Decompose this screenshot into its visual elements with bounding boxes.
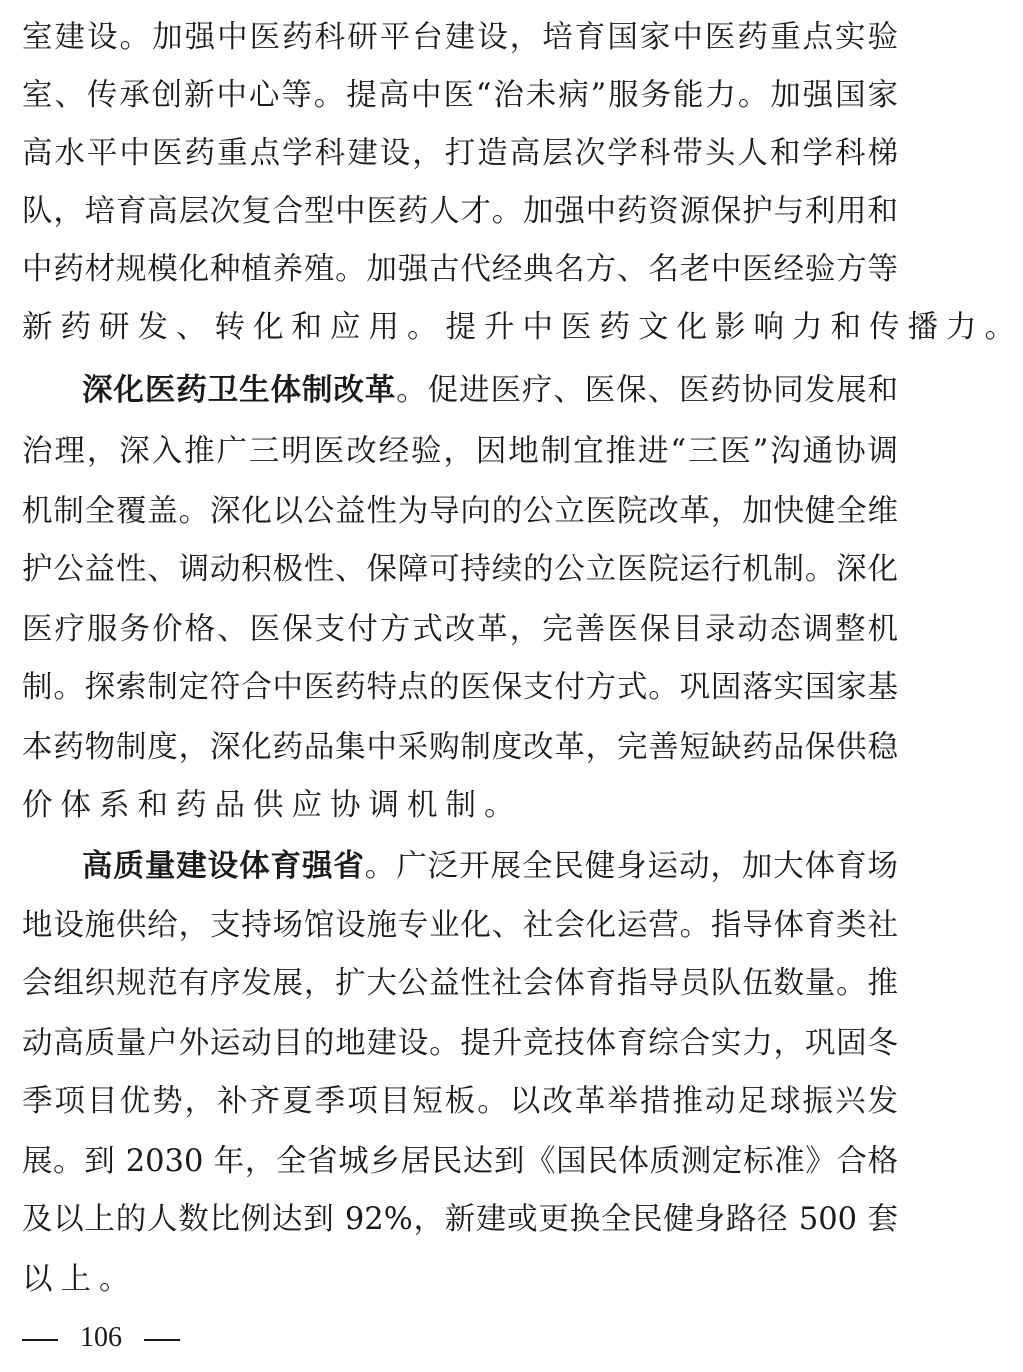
text-line: 室、传承创新中心等。提高中医“治未病”服务能力。加强国家 (22, 78, 898, 113)
footer-dash-left (22, 1339, 58, 1341)
section-heading: 深化医药卫生体制改革 (82, 372, 397, 408)
text-line: 中药材规模化种植养殖。加强古代经典名方、名老中医经验方等 (22, 252, 898, 287)
text-line: 新药研发、转化和应用。提升中医药文化影响力和传播力。 (22, 310, 1023, 345)
text-line: 动高质量户外运动目的地建设。提升竞技体育综合实力，巩固冬 (22, 1026, 898, 1061)
text-line: 护公益性、调动积极性、保障可持续的公立医院运行机制。深化 (22, 552, 898, 587)
text-line: 高水平中医药重点学科建设，打造高层次学科带头人和学科梯 (22, 136, 898, 171)
text-line: 以上。 (22, 1262, 138, 1297)
text-line: 队，培育高层次复合型中医药人才。加强中药资源保护与利用和 (22, 194, 898, 229)
text-line: 地设施供给，支持场馆设施专业化、社会化运营。指导体育类社 (22, 908, 898, 943)
footer-dash-right (144, 1339, 180, 1341)
paragraph-first-line (82, 837, 898, 895)
text-line: 展。到 2030 年，全省城乡居民达到《国民体质测定标准》合格 (22, 1144, 898, 1179)
text-line: 及以上的人数比例达到 92%，新建或更换全民健身路径 500 套 (22, 1202, 898, 1237)
text-line: 季项目优势，补齐夏季项目短板。以改革举措推动足球振兴发 (22, 1084, 898, 1119)
paragraph-first-line (82, 361, 898, 419)
section-heading: 高质量建设体育强省 (82, 848, 365, 884)
text-span: 。广泛开展全民健身运动，加大体育场 (364, 849, 899, 884)
text-line: 机制全覆盖。深化以公益性为导向的公立医院改革，加快健全维 (22, 494, 898, 529)
text-line: 会组织规范有序发展，扩大公益性社会体育指导员队伍数量。推 (22, 966, 898, 1001)
page-footer (22, 1318, 180, 1358)
text-span: 。促进医疗、医保、医药协同发展和 (396, 373, 899, 408)
page-number: 106 (80, 1322, 122, 1353)
text-line: 医疗服务价格、医保支付方式改革，完善医保目录动态调整机 (22, 612, 898, 647)
text-line: 价体系和药品供应协调机制。 (22, 788, 523, 823)
text-line: 制。探索制定符合中医药特点的医保支付方式。巩固落实国家基 (22, 670, 898, 705)
text-line: 治理，深入推广三明医改经验，因地制宜推进“三医”沟通协调 (22, 434, 898, 469)
text-line: 室建设。加强中医药科研平台建设，培育国家中医药重点实验 (22, 20, 898, 55)
text-line: 本药物制度，深化药品集中采购制度改革，完善短缺药品保供稳 (22, 730, 898, 765)
